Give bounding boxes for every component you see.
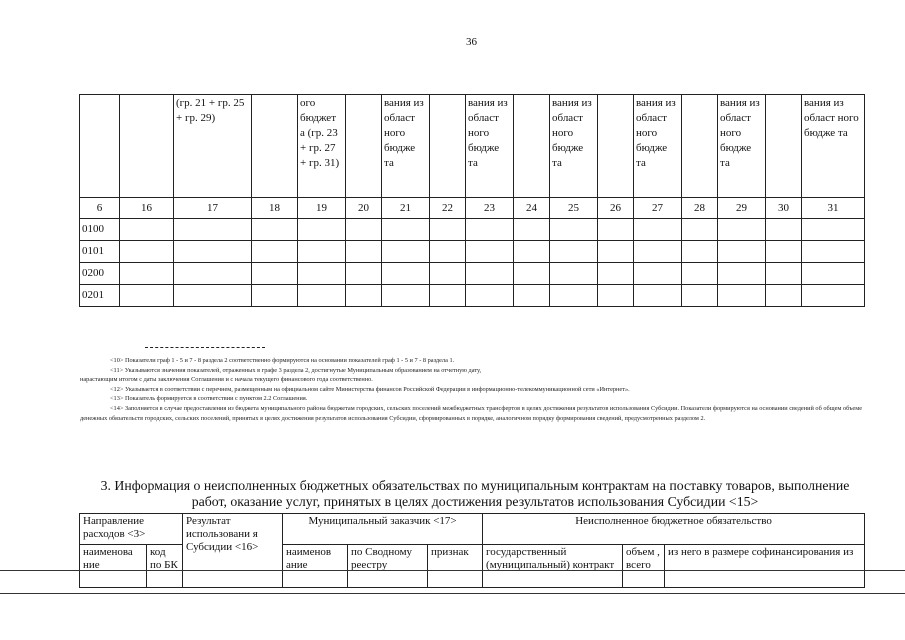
table-cell	[298, 219, 346, 241]
subheader-sign: признак	[428, 545, 483, 588]
table-cell	[682, 241, 718, 263]
header-obligation: Неисполненное бюджетное обязательство	[483, 514, 865, 545]
header-cell	[120, 95, 174, 198]
table-cell	[550, 219, 598, 241]
column-number: 6	[80, 198, 120, 219]
table-cell	[802, 241, 865, 263]
table-cell	[382, 219, 430, 241]
column-number: 27	[634, 198, 682, 219]
table-cell	[174, 285, 252, 307]
column-number: 30	[766, 198, 802, 219]
column-number: 21	[382, 198, 430, 219]
table-cell	[120, 219, 174, 241]
header-cell: вания из област ного бюдже та	[802, 95, 865, 198]
table-cell	[298, 285, 346, 307]
table-cell	[766, 241, 802, 263]
table-cell	[598, 285, 634, 307]
table-cell	[252, 241, 298, 263]
obligations-table	[79, 513, 865, 588]
subheader-customer-name: наименов ание	[283, 545, 348, 588]
scan-line	[0, 593, 905, 594]
column-number: 29	[718, 198, 766, 219]
column-number: 24	[514, 198, 550, 219]
header-direction: Направление расходов <3>	[80, 514, 183, 545]
table-cell	[430, 285, 466, 307]
table-header-row	[80, 514, 865, 545]
header-cell: ого бюджет а (гр. 23 + гр. 27 + гр. 31)	[298, 95, 346, 198]
scan-line	[0, 570, 905, 571]
table-cell	[298, 263, 346, 285]
column-number: 16	[120, 198, 174, 219]
table-cell	[514, 219, 550, 241]
header-cell: вания из област ного бюдже та	[718, 95, 766, 198]
table-cell	[550, 263, 598, 285]
table-cell	[766, 219, 802, 241]
column-number: 28	[682, 198, 718, 219]
table-cell	[174, 219, 252, 241]
header-cell: вания из област ного бюдже та	[550, 95, 598, 198]
row-code: 0201	[80, 285, 120, 307]
table-cell	[120, 263, 174, 285]
column-number: 18	[252, 198, 298, 219]
table-cell	[382, 285, 430, 307]
subheader-volume: объем , всего	[623, 545, 665, 588]
table-row	[80, 263, 865, 285]
table-cell	[382, 241, 430, 263]
table-cell	[802, 219, 865, 241]
table-cell	[682, 219, 718, 241]
header-cell: вания из област ного бюдже та	[466, 95, 514, 198]
row-code: 0100	[80, 219, 120, 241]
column-number: 23	[466, 198, 514, 219]
header-customer: Муниципальный заказчик <17>	[283, 514, 483, 545]
table-header-row	[80, 95, 865, 198]
table-cell	[718, 241, 766, 263]
table-cell	[346, 263, 382, 285]
header-cell	[430, 95, 466, 198]
table-cell	[174, 241, 252, 263]
header-cell: (гр. 21 + гр. 25 + гр. 29)	[174, 95, 252, 198]
footnotes	[80, 356, 862, 423]
header-cell	[80, 95, 120, 198]
table-cell	[550, 285, 598, 307]
footnote-separator	[145, 347, 265, 348]
table-cell	[430, 263, 466, 285]
footnote-14: <14> Заполняется в случае предоставления из бюджета муниципального района бюджетам городских, сельских поселений межбюджетных трансфертов в целях достижения результатов использования Субсидии. Показатели формируются на основании сведений об общем объеме денежных обязательств городских, сельских поселений, принятых в целях достижения результатов использования Субсидии, сформированных в порядке, аналогичном порядку формирования сведений, предусмотренных разделом 2.	[80, 404, 862, 422]
section-3-title: 3. Информация о неисполненных бюджетных обязательствах по муниципальным контрактам на поставку товаров, выполнение работ, оказание услуг, принятых в целях достижения результатов использования Субсидии <15>	[100, 478, 850, 509]
header-cell	[682, 95, 718, 198]
table-cell	[252, 285, 298, 307]
table-cell	[174, 263, 252, 285]
header-result: Результат использовани я Субсидии <16>	[183, 514, 283, 588]
table-cell	[598, 219, 634, 241]
table-cell	[382, 263, 430, 285]
table-cell	[120, 285, 174, 307]
table-cell	[634, 219, 682, 241]
table-cell	[682, 285, 718, 307]
table-cell	[430, 241, 466, 263]
table-cell	[430, 219, 466, 241]
subheader-cofinancing: из него в размере софинансирования из	[665, 545, 865, 588]
column-number-row	[80, 198, 865, 219]
footnote-13: <13> Показатель формируется в соответствии с пунктом 2.2 Соглашения.	[110, 395, 308, 403]
table-cell	[766, 285, 802, 307]
footnote-10: <10> Показатели граф 1 - 5 и 7 - 8 раздела 2 соответственно формируются на основании показателей граф 1 - 5 и 7 - 8 раздела 1.	[110, 357, 455, 364]
table-cell	[120, 241, 174, 263]
header-cell	[346, 95, 382, 198]
column-number: 25	[550, 198, 598, 219]
table-cell	[514, 285, 550, 307]
table-cell	[550, 241, 598, 263]
header-cell: вания из област ного бюдже та	[634, 95, 682, 198]
table-cell	[252, 219, 298, 241]
table-cell	[514, 241, 550, 263]
column-number: 19	[298, 198, 346, 219]
table-cell	[466, 241, 514, 263]
row-code: 0101	[80, 241, 120, 263]
table-cell	[634, 241, 682, 263]
table-cell	[802, 263, 865, 285]
table-cell	[718, 219, 766, 241]
table-cell	[766, 263, 802, 285]
row-code: 0200	[80, 263, 120, 285]
column-number: 31	[802, 198, 865, 219]
column-number: 20	[346, 198, 382, 219]
table-cell	[346, 219, 382, 241]
table-cell	[718, 285, 766, 307]
subheader-name: наименова ние	[80, 545, 147, 588]
footnote-12: <12> Указывается в соответствии с перечнем, размещенным на официальном сайте Министерства финансов Российской Федерации в информационно-телекоммуникационной сети «Интернет».	[110, 385, 630, 393]
subheader-registry: по Сводному реестру	[348, 545, 428, 588]
header-cell	[766, 95, 802, 198]
footnote-11-continued: нарастающим итогом с даты заключения Соглашения и с начала текущего финансового года соответственно.	[80, 376, 373, 384]
table-cell	[682, 263, 718, 285]
table-cell	[634, 285, 682, 307]
table-cell	[346, 241, 382, 263]
header-cell	[598, 95, 634, 198]
table-cell	[298, 241, 346, 263]
table-row	[80, 285, 865, 307]
table-cell	[802, 285, 865, 307]
table-cell	[346, 285, 382, 307]
column-number: 17	[174, 198, 252, 219]
page-number: 36	[466, 36, 477, 48]
table-cell	[598, 241, 634, 263]
column-number: 22	[430, 198, 466, 219]
subheader-contract: государственный (муниципальный) контракт	[483, 545, 623, 588]
table-cell	[252, 263, 298, 285]
header-cell: вания из област ного бюдже та	[382, 95, 430, 198]
table-cell	[466, 263, 514, 285]
table-row	[80, 219, 865, 241]
header-cell	[252, 95, 298, 198]
column-number: 26	[598, 198, 634, 219]
table-cell	[634, 263, 682, 285]
table-cell	[718, 263, 766, 285]
header-cell	[514, 95, 550, 198]
table-cell	[466, 285, 514, 307]
table-row	[80, 241, 865, 263]
table-cell	[514, 263, 550, 285]
table-cell	[466, 219, 514, 241]
footnote-11: <11> Указываются значения показателей, отраженных в графе 3 раздела 2, достигнутые Муниципальным образованием на отчетную дату,	[110, 366, 482, 374]
indicators-table	[79, 94, 865, 307]
table-cell	[598, 263, 634, 285]
subheader-code: код по БК	[147, 545, 183, 588]
